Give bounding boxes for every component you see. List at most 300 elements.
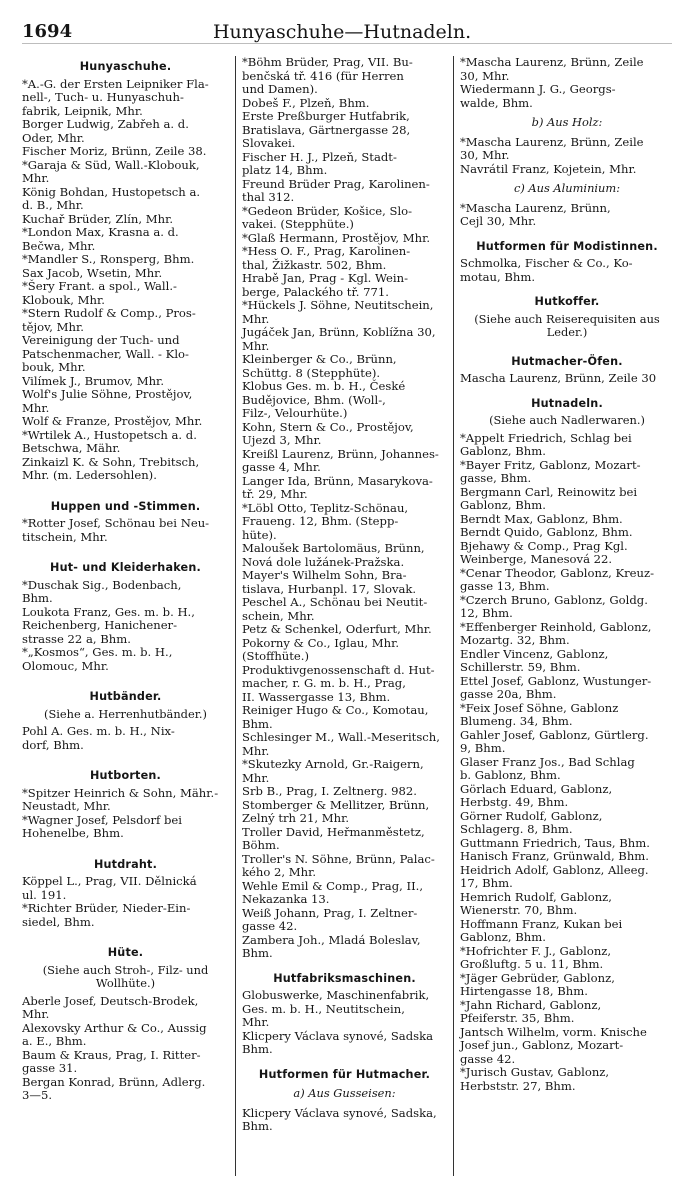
directory-entry [460, 675, 674, 702]
directory-entry [460, 56, 674, 83]
entry-line: macher, r. G. m. b. H., Prag, [242, 676, 406, 690]
directory-entry [242, 596, 447, 623]
entry-line: *Jahn Richard, Gablonz, [460, 997, 602, 1012]
entry-line: Fraueng. 12, Bhm. (Stepp- [242, 514, 399, 528]
directory-entry [22, 517, 229, 544]
entry-line: Wolf & Franze, Prostějov, Mhr. [22, 414, 203, 428]
entry-line: Oder, Mhr. [22, 130, 85, 145]
section-heading: Hutformen für Modistinnen. [476, 239, 658, 253]
entry-line: *Mandler S., Ronsperg, Bhm. [22, 252, 195, 266]
directory-entry [22, 1076, 229, 1103]
entry-line: *Wagner Josef, Pelsdorf bei [22, 812, 182, 827]
entry-line: Kohn, Stern & Co., Prostějov, [242, 419, 414, 434]
entry-line: tislava, Hurbanpl. 17, Slovak. [242, 581, 417, 596]
section-heading: Hunyaschuhe. [79, 60, 172, 73]
entry-line: Görlach Eduard, Gablonz, [460, 781, 613, 796]
directory-entry [22, 787, 229, 814]
entry-line: Bhm. [242, 1042, 273, 1056]
section-heading: Hutkoffer. [534, 295, 600, 308]
entry-line: Reichenberg, Hanichener- [22, 618, 178, 632]
entry-line: gasse 4, Mhr. [242, 460, 321, 474]
entry-line: Aberle Josef, Deutsch-Brodek, [22, 993, 199, 1008]
entry-line: Maloušek Bartolomäus, Brünn, [242, 541, 425, 555]
entry-line: tř. 29, Mhr. [242, 487, 308, 501]
directory-entry [242, 178, 447, 205]
directory-entry [242, 785, 447, 799]
directory-entry [460, 432, 674, 459]
entry-line: Freund Brüder Prag, Karolinen- [242, 176, 430, 191]
entry-line: Neustadt, Mhr. [22, 799, 111, 813]
entry-line: Produktivgenossenschaft d. Hut- [242, 662, 435, 677]
entry-line: Bratislava, Gärtnergasse 28, [242, 122, 411, 137]
entry-line: siedel, Bhm. [22, 914, 95, 929]
spacer [22, 929, 229, 941]
directory-entry [22, 456, 229, 483]
directory-entry [242, 97, 447, 111]
directory-entry [460, 1066, 674, 1093]
directory-entry [22, 267, 229, 281]
entry-line: benčská tř. 416 (für Herren [242, 68, 404, 83]
spacer [242, 1057, 447, 1063]
entry-line: platz 14, Bhm. [242, 163, 328, 177]
directory-entry [242, 380, 447, 421]
entry-line: *Hofrichter F. J., Gablonz, [460, 943, 612, 958]
entry-line: Nekazanka 13. [242, 892, 330, 906]
directory-entry [22, 213, 229, 227]
directory-entry [22, 429, 229, 456]
directory-entry [242, 853, 447, 880]
directory-entry [242, 704, 447, 731]
entry-line: d. B., Mhr. [22, 198, 84, 212]
entry-line: *Stern Rudolf & Comp., Pros- [22, 306, 196, 320]
directory-entry [22, 579, 229, 606]
entry-line: und Damen). [242, 82, 318, 96]
spacer [242, 961, 447, 967]
directory-entry [242, 1030, 447, 1057]
entry-line: Gablonz, Bhm. [460, 498, 546, 512]
entry-line: schein, Mhr. [242, 608, 315, 623]
entry-line: *Wrtilek A., Hustopetsch a. d. [22, 427, 197, 442]
directory-entry [460, 1026, 674, 1067]
entry-line: Navrátil Franz, Kojetein, Mhr. [460, 161, 637, 176]
directory-entry [460, 526, 674, 540]
spacer [460, 344, 674, 350]
directory-entry [242, 56, 447, 97]
entry-line: *Czerch Bruno, Gablonz, Goldg. [460, 592, 648, 607]
section-heading: Hutbänder. [89, 690, 162, 703]
entry-line: *Mascha Laurenz, Brünn, Zeile [460, 56, 644, 69]
entry-line: Mhr. [22, 171, 50, 185]
directory-entry [22, 159, 229, 186]
entry-line: Mhr. [22, 1007, 50, 1021]
entry-line: 3—5. [22, 1088, 53, 1102]
entry-line: Mhr. [242, 338, 270, 353]
spacer [460, 229, 674, 235]
entry-line: Mayer's Wilhelm Sohn, Bra- [242, 568, 407, 582]
directory-entry [242, 353, 447, 380]
directory-entry [460, 83, 674, 110]
entry-line: *Spitzer Heinrich & Sohn, Mähr.- [22, 785, 219, 800]
entry-line: Mhr. [242, 311, 270, 326]
entry-line: König Bohdan, Hustopetsch a. [22, 184, 201, 199]
entry-line: Petz & Schenkel, Oderfurt, Mhr. [242, 622, 432, 636]
directory-entry [22, 1022, 229, 1049]
entry-line: Bhm. [242, 1119, 273, 1133]
directory-entry [460, 136, 674, 163]
directory-entry [22, 995, 229, 1022]
directory-entry [242, 907, 447, 934]
entry-line: Mozartg. 32, Bhm. [460, 633, 570, 647]
entry-line: hüte). [242, 527, 277, 542]
directory-entry [22, 186, 229, 213]
entry-line: Mhr. [22, 400, 50, 415]
entry-line: Pfeiferstr. 35, Bhm. [460, 1011, 575, 1025]
entry-line: Hanisch Franz, Grünwald, Bhm. [460, 849, 649, 863]
entry-line: *Hückels J. Söhne, Neutitschein, [242, 298, 434, 312]
cross-reference-note: (Siehe auch Stroh-, Filz- und Wollhüte.) [42, 962, 209, 990]
entry-line: Hohenelbe, Bhm. [22, 826, 124, 840]
directory-entry [460, 729, 674, 756]
entry-line: Sax Jacob, Wsetin, Mhr. [22, 265, 163, 280]
entry-line: *Bayer Fritz, Gablonz, Mozart- [460, 457, 641, 472]
entry-line: Gablonz, Bhm. [460, 444, 546, 458]
entry-line: Herbststr. 27, Bhm. [460, 1078, 576, 1093]
entry-line: Schlesinger M., Wall.-Meseritsch, [242, 730, 440, 744]
directory-entry [460, 945, 674, 972]
entry-line: Jantsch Wilhelm, vorm. Knische [460, 1024, 647, 1039]
entry-line: Josef jun., Gablonz, Mozart- [460, 1038, 624, 1052]
directory-entry [242, 502, 447, 543]
spacer [22, 673, 229, 685]
entry-line: Betschwa, Mähr. [22, 441, 121, 455]
directory-entry [242, 110, 447, 151]
entry-line: Blumeng. 34, Bhm. [460, 714, 573, 728]
entry-line: (Stoffhüte.) [242, 649, 310, 663]
entry-line: berge, Palackého tř. 771. [242, 284, 389, 299]
directory-entry [22, 226, 229, 253]
entry-line: titschein, Mhr. [22, 529, 108, 544]
entry-line: *Skutezky Arnold, Gr.-Raigern, [242, 757, 424, 771]
cross-reference-note: (Siehe auch Nadlerwaren.) [489, 413, 645, 427]
subsection-heading: a) Aus Gusseisen: [293, 1086, 396, 1100]
entry-line: vakei. (Stepphüte.) [242, 217, 354, 231]
entry-line: Borger Ludwig, Zabřeh a. d. [22, 117, 189, 131]
entry-line: Stomberger & Mellitzer, Brünn, [242, 797, 430, 812]
entry-line: Langer Ida, Brünn, Masarykova- [242, 473, 433, 488]
spacer [22, 544, 229, 556]
directory-entry [22, 253, 229, 267]
entry-line: tějov, Mhr. [22, 319, 84, 334]
directory-entry [242, 151, 447, 178]
directory-entry [22, 606, 229, 647]
section-heading: Hut- und Kleiderhaken. [50, 561, 201, 574]
entry-line: Cejl 30, Mhr. [460, 214, 537, 228]
directory-entry [22, 78, 229, 119]
directory-entry [460, 567, 674, 594]
entry-line: Wienerstr. 70, Bhm. [460, 903, 578, 917]
entry-line: Großluftg. 5 u. 11, Bhm. [460, 957, 604, 971]
entry-line: *Jäger Gebrüder, Gablonz, [460, 970, 615, 985]
entry-line: Loukota Franz, Ges. m. b. H., [22, 604, 195, 619]
entry-line: Peschel A., Schönau bei Neutit- [242, 595, 428, 609]
entry-line: Bjehawy & Comp., Prag Kgl. [460, 538, 628, 553]
entry-line: Reiniger Hugo & Co., Komotau, [242, 703, 429, 717]
entry-line: *Löbl Otto, Teplitz-Schönau, [242, 500, 409, 515]
entry-line: *Richter Brüder, Nieder-Ein- [22, 901, 191, 915]
directory-entry [242, 421, 447, 448]
directory-entry [22, 334, 229, 375]
entry-line: thal, Žižkastr. 502, Bhm. [242, 257, 387, 272]
entry-line: Mhr. [242, 770, 270, 785]
directory-entry [460, 372, 674, 386]
directory-entry [22, 375, 229, 389]
subsection-heading: c) Aus Aluminium: [513, 181, 621, 195]
entry-line: gasse, Bhm. [460, 471, 532, 485]
entry-line: Klicpery Václava synové, Sadska [242, 1028, 434, 1043]
directory-entry [242, 637, 447, 664]
entry-line: Wehle Emil & Comp., Prag, II., [242, 878, 424, 893]
entry-line: dorf, Bhm. [22, 737, 84, 752]
entry-line: Ettel Josef, Gablonz, Wustunger- [460, 673, 652, 688]
directory-entry [460, 459, 674, 486]
entry-line: Bhm. [242, 716, 273, 731]
directory-entry [242, 731, 447, 758]
entry-line: Ujezd 3, Mhr. [242, 433, 322, 447]
entry-line: b. Gablonz, Bhm. [460, 768, 561, 782]
entry-line: Hirtengasse 18, Bhm. [460, 984, 588, 998]
entry-line: *A.-G. der Ersten Leipniker Fla- [22, 76, 209, 91]
directory-entry [460, 756, 674, 783]
entry-line: Bhm. [242, 946, 273, 960]
directory-entry [242, 880, 447, 907]
directory-entry [460, 648, 674, 675]
spacer [460, 284, 674, 290]
entry-line: *Jurisch Gustav, Gablonz, [460, 1065, 610, 1079]
section-heading: Hüte. [107, 946, 144, 959]
entry-line: Görner Rudolf, Gablonz, [460, 808, 603, 823]
entry-line: *Hess O. F., Prag, Karolinen- [242, 244, 411, 258]
directory-entry [460, 891, 674, 918]
entry-line: Jugáček Jan, Brünn, Koblížna 30, [242, 325, 436, 339]
section-heading: Hutnadeln. [531, 396, 603, 410]
entry-line: Troller David, Heřmanměstetz, [242, 824, 425, 839]
entry-line: 9, Bhm. [460, 741, 506, 755]
running-head: Hunyaschuhe—Hutnadeln. [212, 21, 472, 43]
entry-line: Weinberge, Manesová 22. [460, 552, 613, 566]
entry-line: gasse 13, Bhm. [460, 579, 550, 593]
directory-entry [22, 307, 229, 334]
entry-line: *Mascha Laurenz, Brünn, [460, 200, 611, 215]
page-number: 1694 [22, 21, 73, 42]
spacer [22, 752, 229, 764]
column-left [22, 56, 236, 1176]
entry-line: *Appelt Friedrich, Schlag bei [460, 430, 632, 445]
entry-line: Filz-, Velourhüte.) [242, 406, 348, 420]
directory-entry [22, 646, 229, 673]
entry-line: Glaser Franz Jos., Bad Schlag [460, 754, 635, 769]
entry-line: Klobus Ges. m. b. H., České [242, 379, 406, 393]
entry-line: Patschenmacher, Wall. - Klo- [22, 346, 189, 361]
directory-entry [242, 989, 447, 1030]
entry-line: *Gedeon Brüder, Košice, Slo- [242, 203, 413, 218]
directory-entry [22, 875, 229, 902]
entry-line: *Feix Josef Söhne, Gablonz [460, 700, 619, 715]
entry-line: Troller's N. Söhne, Brünn, Palac- [242, 851, 435, 866]
directory-entry [242, 623, 447, 637]
entry-line: Berndt Max, Gablonz, Bhm. [460, 511, 623, 526]
entry-line: Kuchař Brüder, Zlín, Mhr. [22, 211, 174, 226]
entry-line: Pokorny & Co., Iglau, Mhr. [242, 635, 400, 650]
entry-line: Wolf's Julie Söhne, Prostějov, [22, 387, 193, 401]
entry-line: Gablonz, Bhm. [460, 930, 546, 944]
directory-entry [460, 999, 674, 1026]
directory-entry [460, 486, 674, 513]
entry-line: walde, Bhm. [460, 95, 533, 110]
directory-entry [460, 621, 674, 648]
directory-entry [242, 542, 447, 569]
directory-entry [22, 118, 229, 145]
entry-line: *Garaja & Süd, Wall.-Klobouk, [22, 157, 200, 172]
entry-line: *Mascha Laurenz, Brünn, Zeile [460, 134, 644, 149]
directory-entry [460, 163, 674, 177]
directory-entry [22, 725, 229, 752]
directory-entry [242, 826, 447, 853]
entry-line: Schillerstr. 59, Bhm. [460, 660, 581, 674]
directory-entry [460, 837, 674, 851]
entry-line: Bergmann Carl, Reinowitz bei [460, 484, 638, 499]
directory-entry [460, 864, 674, 891]
entry-line: Hemrich Rudolf, Gablonz, [460, 889, 612, 904]
entry-line: Herbstg. 49, Bhm. [460, 795, 569, 809]
entry-line: Bergan Konrad, Brünn, Adlerg. [22, 1074, 206, 1089]
directory-entry [242, 299, 447, 326]
directory-entry [22, 814, 229, 841]
directory-entry [460, 702, 674, 729]
entry-line: II. Wassergasse 13, Bhm. [242, 689, 391, 704]
directory-entry [242, 1107, 447, 1134]
entry-line: Bečwa, Mhr. [22, 238, 96, 253]
directory-entry [22, 280, 229, 307]
directory-entry [242, 326, 447, 353]
section-heading: Huppen und -Stimmen. [50, 499, 201, 513]
entry-line: gasse 42. [460, 1051, 516, 1066]
entry-line: Mhr. (m. Ledersohlen). [22, 468, 157, 482]
column-middle [236, 56, 454, 1176]
cross-reference-note: (Siehe auch Reiserequisiten aus Leder.) [474, 311, 660, 339]
entry-line: Hoffmann Franz, Kukan bei [460, 916, 623, 931]
directory-entry [242, 934, 447, 961]
entry-line: gasse 42. [242, 919, 298, 933]
entry-line: Slovakei. [242, 136, 296, 150]
entry-line: *„Kosmos“, Ges. m. b. H., [22, 645, 173, 659]
entry-line: Nová dole lužánek-Pražska. [242, 554, 405, 569]
entry-line: Weiß Johann, Prag, I. Zeltner- [242, 905, 418, 920]
directory-entry [22, 1049, 229, 1076]
entry-line: Hrabě Jan, Prag - Kgl. Wein- [242, 271, 408, 285]
entry-line: Erste Preßburger Hutfabrik, [242, 109, 410, 123]
entry-line: thal 312. [242, 190, 295, 204]
directory-entry [242, 475, 447, 502]
entry-line: strasse 22 a, Bhm. [22, 631, 131, 646]
section-heading: Hutformen für Hutmacher. [258, 1067, 431, 1081]
directory-entry [460, 972, 674, 999]
entry-line: *Duschak Sig., Bodenbach, [22, 577, 182, 592]
entry-line: Budějovice, Bhm. (Woll-, [242, 392, 386, 407]
entry-line: *Böhm Brüder, Prag, VII. Bu- [242, 56, 413, 69]
entry-line: Mhr. [242, 1015, 270, 1029]
entry-line: Zinkaizl K. & Sohn, Trebitsch, [22, 454, 200, 469]
directory-entry [22, 145, 229, 159]
directory-entry [460, 540, 674, 567]
entry-line: Schlagerg. 8, Bhm. [460, 822, 573, 836]
section-heading: Hutfabriksmaschinen. [273, 971, 416, 985]
entry-line: Zelný trh 21, Mhr. [242, 811, 350, 825]
entry-line: Kleinberger & Co., Brünn, [242, 352, 397, 366]
directory-entry [460, 918, 674, 945]
entry-line: 12, Bhm. [460, 606, 513, 620]
entry-line: Baum & Kraus, Prag, I. Ritter- [22, 1047, 201, 1062]
entry-line: Olomouc, Mhr. [22, 658, 109, 673]
entry-line: Endler Vincenz, Gablonz, [460, 646, 609, 661]
entry-line: Vilímek J., Brumov, Mhr. [22, 373, 164, 388]
entry-line: Zambera Joh., Mladá Boleslav, [242, 932, 421, 947]
entry-line: Mascha Laurenz, Brünn, Zeile 30 [460, 371, 657, 385]
directory-entry [460, 513, 674, 527]
directory-entry [242, 799, 447, 826]
entry-line: ul. 191. [22, 887, 67, 902]
entry-line: *Glaß Hermann, Prostějov, Mhr. [242, 230, 431, 245]
directory-entry [22, 415, 229, 429]
directory-entry [242, 272, 447, 299]
columns [22, 56, 674, 1176]
entry-line: Wiedermann J. G., Georgs- [460, 82, 616, 96]
directory-entry [242, 448, 447, 475]
entry-line: 17, Bhm. [460, 876, 513, 890]
entry-line: Dobeš F., Plzeň, Bhm. [242, 95, 370, 110]
directory-entry [460, 202, 674, 229]
subsection-heading: b) Aus Holz: [531, 115, 603, 129]
entry-line: *Cenar Theodor, Gablonz, Kreuz- [460, 565, 655, 580]
directory-entry [460, 257, 674, 284]
directory-entry [242, 232, 447, 246]
section-heading: Hutmacher-Öfen. [511, 354, 623, 368]
entry-line: kého 2, Mhr. [242, 865, 317, 879]
directory-entry [22, 388, 229, 415]
entry-line: *London Max, Krasna a. d. [22, 225, 179, 239]
entry-line: Gahler Josef, Gablonz, Gürtlerg. [460, 727, 649, 742]
directory-entry [242, 205, 447, 232]
entry-line: 30, Mhr. [460, 148, 510, 162]
entry-line: *Šery Frant. a spol., Wall.- [22, 279, 177, 293]
directory-entry [460, 810, 674, 837]
directory-entry [242, 758, 447, 785]
directory-entry [242, 245, 447, 272]
entry-line: Böhm. [242, 838, 280, 852]
entry-line: *Rotter Josef, Schönau bei Neu- [22, 516, 210, 530]
entry-line: Schüttg. 8 (Stepphüte). [242, 365, 381, 380]
directory-entry [242, 569, 447, 596]
directory-entry [460, 783, 674, 810]
directory-entry [242, 664, 447, 705]
entry-line: Kreißl Laurenz, Brünn, Johannes- [242, 446, 439, 461]
entry-line: a. E., Bhm. [22, 1034, 87, 1048]
entry-line: Köppel L., Prag, VII. Dělnická [22, 874, 197, 888]
spacer [22, 483, 229, 495]
entry-line: Globuswerke, Maschinenfabrik, [242, 988, 430, 1002]
page-header [22, 13, 672, 44]
entry-line: Mhr. [242, 743, 270, 758]
directory-entry [22, 902, 229, 929]
